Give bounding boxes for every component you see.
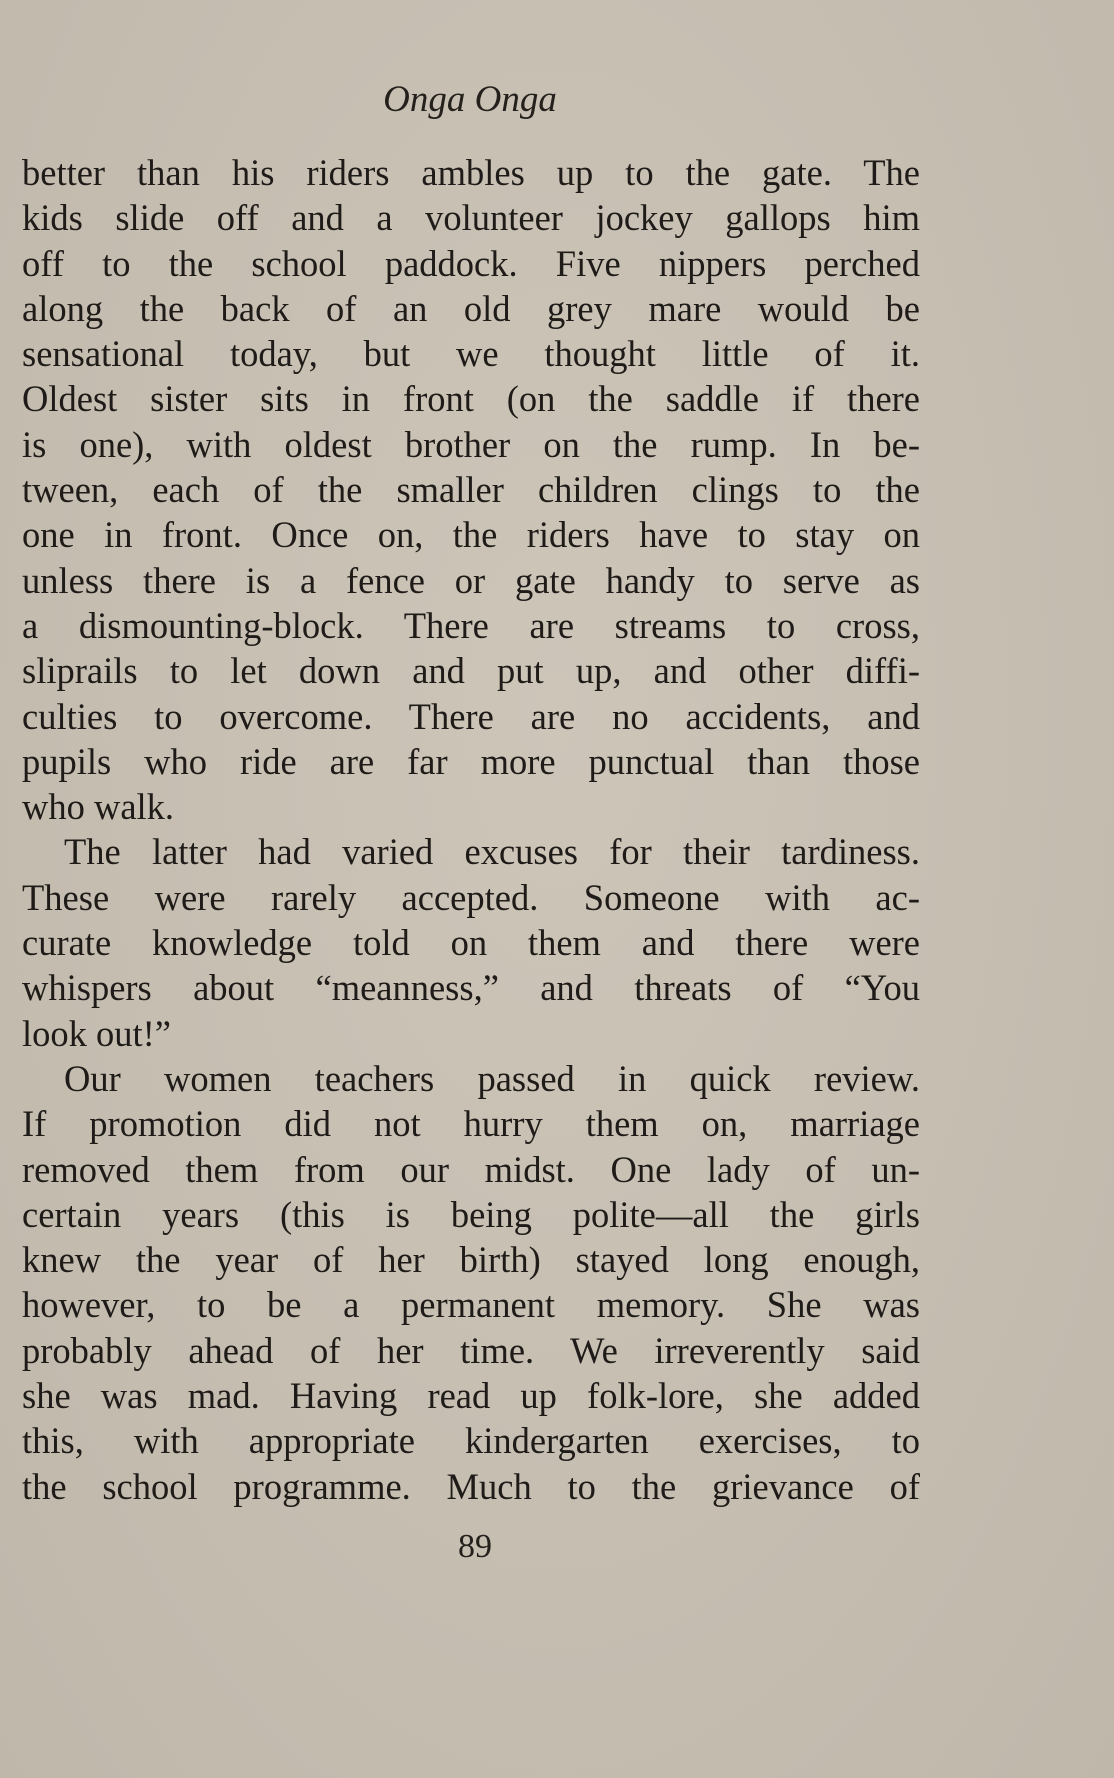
text-line: knew the year of her birth) stayed long enough, [22, 1239, 920, 1281]
text-line: however, to be a permanent memory. She was [22, 1284, 920, 1326]
text-line: probably ahead of her time. We irreverently said [22, 1329, 920, 1371]
text-line: unless there is a fence or gate handy to serve as [22, 559, 920, 601]
text-line: removed them from our midst. One lady of un- [22, 1148, 920, 1190]
paragraph-start-line: The latter had varied excuses for their tardiness. [64, 831, 920, 873]
text-line: sliprails to let down and put up, and other diffi- [22, 650, 920, 692]
text-line: certain years (this is being polite—all the girls [22, 1193, 920, 1235]
text-line: curate knowledge told on them and there were [22, 922, 920, 964]
text-line: Oldest sister sits in front (on the saddle if there [22, 378, 920, 420]
paragraph-start-line: Our women teachers passed in quick review. [64, 1057, 920, 1099]
text-line: These were rarely accepted. Someone with ac- [22, 876, 920, 918]
text-line: this, with appropriate kindergarten exercises, to [22, 1420, 920, 1462]
text-line: look out!” [22, 1012, 172, 1054]
text-line: the school programme. Much to the grievance of [22, 1465, 920, 1507]
text-line: off to the school paddock. Five nippers perched [22, 242, 920, 284]
page-number: 89 [458, 1528, 492, 1565]
text-line: is one), with oldest brother on the rump. In be- [22, 423, 920, 465]
text-line: tween, each of the smaller children clings to the [22, 469, 920, 511]
text-line: one in front. Once on, the riders have to stay on [22, 514, 920, 556]
text-line: who walk. [22, 786, 175, 828]
text-line: better than his riders ambles up to the gate. The [22, 152, 920, 193]
text-line: pupils who ride are far more punctual than those [22, 740, 920, 782]
text-line: whispers about “meanness,” and threats of “You [22, 967, 920, 1009]
text-line: kids slide off and a volunteer jockey gallops him [22, 197, 920, 239]
text-line: a dismounting-block. There are streams to cross, [22, 604, 920, 646]
text-line: If promotion did not hurry them on, marriage [22, 1103, 920, 1145]
text-line: along the back of an old grey mare would be [22, 287, 920, 329]
body-text [22, 150, 920, 1509]
text-line: sensational today, but we thought little of it. [22, 333, 920, 375]
text-line: culties to overcome. There are no accidents, and [22, 695, 920, 737]
text-line: she was mad. Having read up folk-lore, she added [22, 1375, 920, 1417]
running-head: Onga Onga [383, 79, 557, 120]
